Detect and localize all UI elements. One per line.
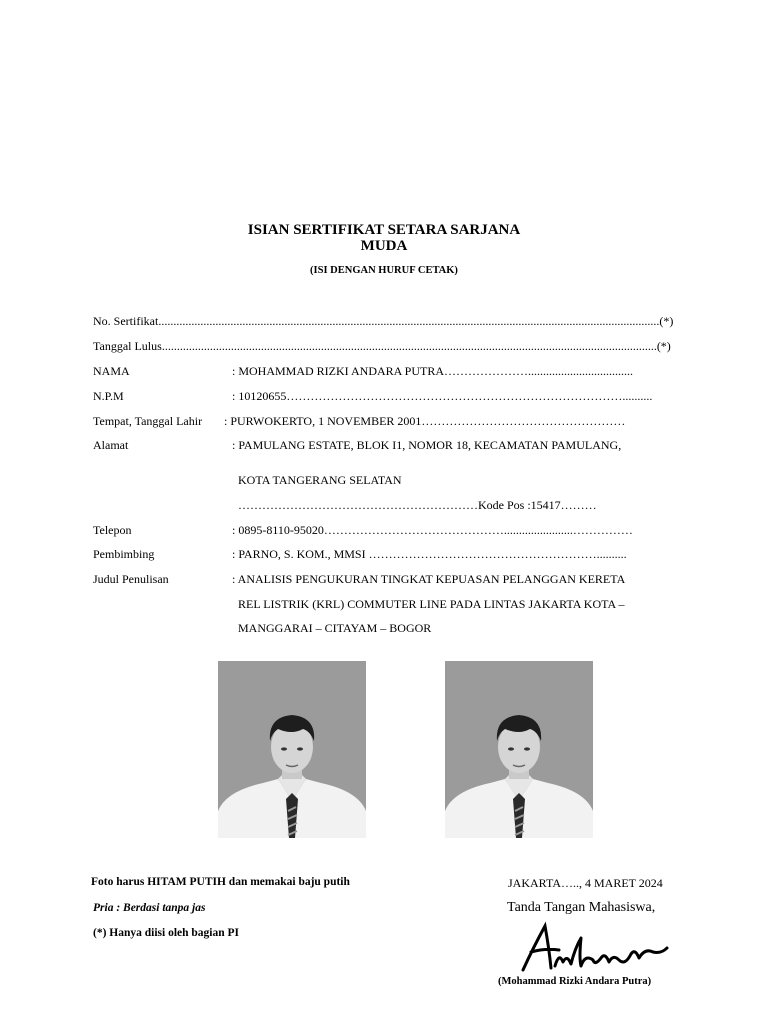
- alamat-value-line2: KOTA TANGERANG SELATAN: [238, 473, 402, 487]
- photo-rule-note: Foto harus HITAM PUTIH dan memakai baju putih: [91, 876, 350, 888]
- nama-label: NAMA: [93, 364, 130, 378]
- alamat-value-line3: ……………………………………………………Kode Pos :15417………: [238, 498, 597, 512]
- nama-value: : MOHAMMAD RIZKI ANDARA PUTRA…………………...................................: [232, 364, 634, 378]
- signature-image: [515, 918, 675, 974]
- judul-value-line3: MANGGARAI – CITAYAM – BOGOR: [238, 621, 432, 635]
- dress-rule-note: Pria : Berdasi tanpa jas: [93, 902, 206, 914]
- page-title-line1: ISIAN SERTIFIKAT SETARA SARJANA: [247, 222, 521, 238]
- alamat-label: Alamat: [93, 438, 129, 452]
- student-photo-2: [445, 661, 593, 838]
- npm-value: : 10120655…………………………………………………………………………..........: [232, 389, 653, 403]
- student-name: (Mohammad Rizki Andara Putra): [498, 976, 652, 987]
- pi-note: (*) Hanya diisi oleh bagian PI: [93, 927, 240, 939]
- pembimbing-label: Pembimbing: [93, 547, 155, 561]
- alamat-value-line1: : PAMULANG ESTATE, BLOK I1, NOMOR 18, KECAMATAN PAMULANG,: [232, 438, 622, 452]
- page-subtitle: (ISI DENGAN HURUF CETAK): [310, 265, 458, 276]
- telepon-label: Telepon: [93, 523, 132, 537]
- judul-value-line1: : ANALISIS PENGUKURAN TINGKAT KEPUASAN PELANGGAN KERETA: [232, 572, 626, 586]
- pembimbing-value: : PARNO, S. KOM., MMSI …………………………………………………..........: [232, 547, 627, 561]
- telepon-value: : 0895-8110-95020……………………………………….......................……………: [232, 523, 633, 537]
- ttl-value: : PURWOKERTO, 1 NOVEMBER 2001……………………………………………: [224, 414, 626, 428]
- place-date: JAKARTA….., 4 MARET 2024: [508, 876, 663, 890]
- no-sertifikat-label: No. Sertifikat.......................................................................................................................................................................(*): [93, 314, 674, 328]
- signature-caption: Tanda Tangan Mahasiswa,: [507, 900, 656, 915]
- tanggal-lulus-label: Tanggal Lulus.....................................................................................................................................................................(*): [93, 339, 671, 353]
- student-photo-1: [218, 661, 366, 838]
- judul-label: Judul Penulisan: [93, 572, 169, 586]
- page-title-line2: MUDA: [360, 238, 408, 254]
- judul-value-line2: REL LISTRIK (KRL) COMMUTER LINE PADA LINTAS JAKARTA KOTA –: [238, 597, 625, 611]
- npm-label: N.P.M: [93, 389, 124, 403]
- ttl-label: Tempat, Tanggal Lahir: [93, 414, 203, 428]
